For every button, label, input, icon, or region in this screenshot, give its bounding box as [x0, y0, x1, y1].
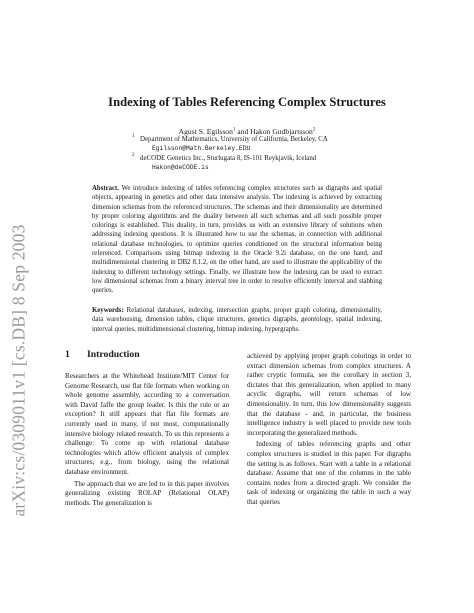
section-title: Introduction	[87, 349, 140, 360]
arxiv-identifier-text: arXiv:cs/0309011v1 [cs.DB] 8 Sep 2003	[8, 223, 29, 517]
abstract-label: Abstract.	[92, 185, 119, 192]
left-paragraph-2: The approach that we are led to in this paper involves generalizing existing ROLAP (Relational OLAP) methods. The generalization is	[65, 479, 229, 507]
left-paragraph-1: Researchers at the Whitehead Institute/MIT Center for Genome Research, use flat file formats when working on whole genome assembly, according to a conversation with David Jaffe the group leader. Is this the rule or an exception? It still appears that flat file formats are currently used in many, if not most, computationally intensive biology related research. To us this represents a challenge: To come up with relational database technologies which allow efficient analysis of complex structures, e.g., from biology, using the relational database environment.	[65, 372, 229, 476]
right-paragraph-1: achieved by applying proper graph colorings in order to extract dimension schemas from complex structures. A rather cryptic formula, see the corollary in section 3, dictates that this generalization, when applied to many acyclic digraphs, will return schemas of low dimensionality. In turn, this low dimensionality suggests that the database - and, in particular, the business intelligence industry is well placed to provide new tools incorporating the generalized methods.	[247, 352, 411, 437]
arxiv-identifier	[6, 150, 32, 590]
abstract-text: We introduce indexing of tables referencing complex structures such as digraphs and spatial objects, appearing in genetics and other data intensive analysis. The indexing is achieved by extracting dimension schemas from the referenced structures. The schemas and their dimensionality are determined by proper coloring algorithms and the duality between all such schemas and all such possible proper colorings is established. This duality, in turn, provides us with an extensive library of solutions when addressing indexing questions. It is illustrated how to use the schemas, in connection with additional relational database technologies, to optimize queries conditioned on the structural information being referenced. Comparisons using bitmap indexing in the Oracle 9.2i database, on the one hand, and multidimensional clustering in DB2 8.1.2, on the other hand, are used to illustrate the applicability of the indexing to different technology settings. Finally, we illustrate how the indexing can be used to extract low dimensional schemas from a binary interval tree in order to resolve efficiently interval and stabbing queries.	[92, 185, 382, 295]
section-heading	[65, 349, 140, 360]
affiliation-1	[132, 134, 328, 154]
affiliation-1-text: Department of Mathematics, University of California, Berkeley, CA	[140, 136, 328, 143]
author-2-affiliation-mark: 2	[312, 127, 316, 133]
keywords	[92, 306, 382, 334]
right-paragraph-2: Indexing of tables referencing graphs and other complex structures is studied in this paper. For digraphs the setting is as follows. Start with a table in a relational database. Assume that one of the columns in the table contains nodes from a directed graph. We consider the task of indexing or organizing the table in such a way that queries	[247, 440, 411, 506]
right-column	[247, 352, 411, 510]
affiliation-2-email: Hakon@deCODE.is	[152, 164, 209, 172]
affiliation-2	[132, 153, 317, 173]
section-number: 1	[65, 349, 70, 360]
author-connector: and	[237, 127, 249, 136]
paper-title: Indexing of Tables Referencing Complex Structures	[108, 95, 386, 109]
affiliation-1-email: Egilsson@Math.Berkeley.EDU	[152, 145, 251, 153]
author-2: Hakon Gudbjartsson	[250, 127, 313, 136]
keywords-text: Relational databases, indexing, intersection graphs, proper graph coloring, dimensionality, data warehousing, dimension tables, clique structures, genetics digraphs, geontology, spatial indexing, interval queries, multidimensional clustering, bitmap indexing, hypergraphs.	[92, 307, 382, 333]
keywords-label: Keywords:	[92, 307, 124, 314]
left-column	[65, 372, 229, 510]
affiliation-2-text: deCODE Genetics Inc., Sturlugata 8, IS-101 Reykjavik, Iceland	[140, 155, 317, 162]
abstract	[92, 184, 382, 296]
affiliation-2-number: 2	[132, 153, 135, 158]
affiliation-1-number: 1	[132, 134, 135, 139]
author-1-affiliation-mark: 1	[232, 127, 236, 133]
author-1: Agust S. Egilsson	[178, 127, 233, 136]
